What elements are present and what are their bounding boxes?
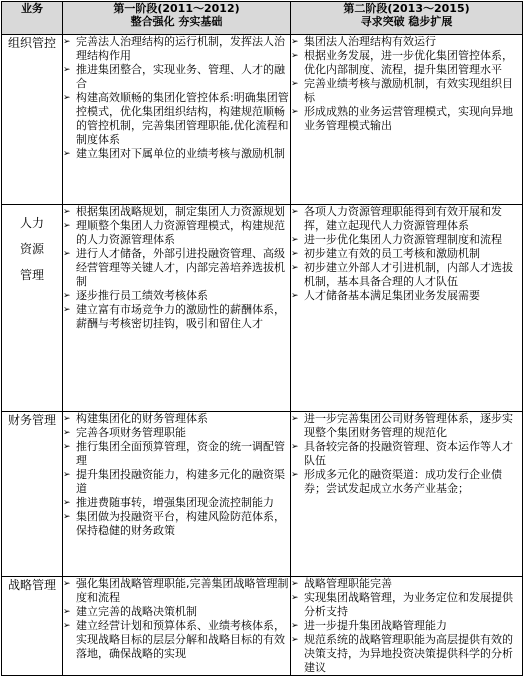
business-area-label: 财务管理 <box>7 413 56 427</box>
list-item <box>63 468 290 496</box>
list-item <box>63 247 290 289</box>
list-item-text: 理顺整个集团人力资源管理模式，构建规范的人力资源管理体系 <box>76 219 285 246</box>
list-item <box>63 289 290 303</box>
table-body <box>2 35 523 676</box>
list-item <box>291 247 522 261</box>
list-item <box>63 35 290 63</box>
list-item <box>291 261 522 289</box>
header-row <box>2 2 523 35</box>
arrow-bullet-icon: ➢ <box>63 428 71 438</box>
phase2-title: 第二阶段(2013～2015) <box>343 2 470 15</box>
list-item <box>63 303 290 331</box>
list-item-text: 进一步提升集团战略管理能力 <box>304 619 447 632</box>
list-item-text: 完善业绩考核与激励机制，有效实现组织目标 <box>304 77 513 104</box>
business-area-label: 战略管理 <box>7 578 56 592</box>
list-item <box>63 219 290 247</box>
list-item-text: 根据集团战略规划，制定集团人力资源规划 <box>76 205 285 218</box>
list-item-text: 建立经营计划和预算体系、业绩考核体系，实现战略目标的层层分解和战略目标的有效落地，确保战略的实现 <box>76 619 285 660</box>
arrow-bullet-icon: ➢ <box>63 291 71 301</box>
arrow-bullet-icon: ➢ <box>291 470 299 480</box>
list-item <box>63 440 290 468</box>
arrow-bullet-icon: ➢ <box>291 207 299 217</box>
list-item <box>291 468 522 496</box>
table-row <box>2 577 523 676</box>
phase2-cell <box>291 35 523 205</box>
arrow-bullet-icon: ➢ <box>63 607 71 617</box>
arrow-bullet-icon: ➢ <box>291 249 299 259</box>
header-business: 业务 <box>2 2 63 35</box>
arrow-bullet-icon: ➢ <box>291 414 299 424</box>
phase1-title: 第一阶段(2011～2012) <box>113 2 240 15</box>
list-item-text: 战略管理职能完善 <box>304 577 392 590</box>
phase2-subtitle: 寻求突破 稳步扩展 <box>360 15 453 28</box>
arrow-bullet-icon: ➢ <box>291 51 299 61</box>
list-item <box>291 440 522 468</box>
list-item-text: 规范系统的战略管理职能为高层提供有效的决策支持，为异地投资决策提供科学的分析建议 <box>304 633 513 674</box>
phase1-subtitle: 整合强化 夯实基础 <box>130 15 223 28</box>
business-area-label <box>2 215 62 283</box>
business-area-label-part: 资源 <box>19 242 44 256</box>
list-item <box>63 205 290 219</box>
list-item-text: 建立集团对下属单位的业绩考核与激励机制 <box>76 147 285 160</box>
list-item-text: 完善法人治理结构的运行机制，发挥法人治理结构作用 <box>76 35 285 62</box>
list-item <box>291 289 522 303</box>
list-item-text: 建立完善的战略决策机制 <box>76 605 197 618</box>
header-phase1 <box>63 2 291 35</box>
phase2-cell <box>291 412 523 577</box>
list-item <box>291 77 522 105</box>
list-item-text: 集团法人治理结构有效运行 <box>304 35 436 48</box>
business-area-cell <box>2 205 63 412</box>
arrow-bullet-icon: ➢ <box>63 442 71 452</box>
arrow-bullet-icon: ➢ <box>291 635 299 645</box>
list-item-text: 实现集团战略管理，为业务定位和发展提供分析支持 <box>304 591 513 618</box>
arrow-bullet-icon: ➢ <box>63 221 71 231</box>
arrow-bullet-icon: ➢ <box>63 305 71 315</box>
business-area-label: 组织管控 <box>7 36 56 50</box>
list-item <box>63 91 290 147</box>
arrow-bullet-icon: ➢ <box>63 93 71 103</box>
list-item-text: 人才储备基本满足集团业务发展需要 <box>304 289 480 302</box>
list-item <box>63 605 290 619</box>
list-item-text: 集团做为投融资平台，构建风险防范体系，保持稳健的财务政策 <box>76 510 285 537</box>
list-item-text: 构建集团化的财务管理体系 <box>76 412 208 425</box>
list-item-text: 形成成熟的业务运营管理模式，实现向异地业务管理模式输出 <box>304 105 513 132</box>
arrow-bullet-icon: ➢ <box>291 593 299 603</box>
list-item-text: 具备较完备的投融资管理、资本运作等人才队伍 <box>304 440 513 467</box>
list-item <box>291 619 522 633</box>
list-item <box>291 412 522 440</box>
list-item-text: 推行集团全面预算管理，资金的统一调配管理 <box>76 440 285 467</box>
arrow-bullet-icon: ➢ <box>63 470 71 480</box>
list-item <box>291 105 522 133</box>
phase2-cell <box>291 577 523 676</box>
list-item-text: 进行人才储备，外部引进投融资管理、高级经营管理等关键人才，内部完善培养选拔机制 <box>76 247 285 288</box>
arrow-bullet-icon: ➢ <box>63 37 71 47</box>
arrow-bullet-icon: ➢ <box>63 498 71 508</box>
arrow-bullet-icon: ➢ <box>291 621 299 631</box>
strategy-table <box>1 1 523 676</box>
business-area-label-part: 人力 <box>19 216 44 230</box>
list-item-text: 构建高效顺畅的集团化管控体系:明确集团管控模式，优化集团组织结构，构建规范顺畅的管控机制，完善集团管理职能,优化流程和制度体系 <box>76 91 289 146</box>
header-phase2 <box>291 2 523 35</box>
list-item-text: 初步建立有效的员工考核和激励机制 <box>304 247 480 260</box>
phase1-cell <box>63 35 291 205</box>
list-item-text: 完善各项财务管理职能 <box>76 426 186 439</box>
list-item-text: 进一步完善集团公司财务管理体系，逐步实现整个集团财务管理的规范化 <box>304 412 513 439</box>
list-item <box>291 577 522 591</box>
phase1-cell <box>63 577 291 676</box>
list-item <box>63 63 290 91</box>
list-item <box>291 591 522 619</box>
list-item <box>63 426 290 440</box>
arrow-bullet-icon: ➢ <box>63 65 71 75</box>
business-area-cell <box>2 35 63 205</box>
arrow-bullet-icon: ➢ <box>291 235 299 245</box>
list-item <box>291 633 522 675</box>
list-item-text: 初步建立外部人才引进机制，内部人才选拔机制，基本具备合理的人才队伍 <box>304 261 513 288</box>
table-row <box>2 205 523 412</box>
list-item <box>63 619 290 661</box>
list-item-text: 各项人力资源管理职能得到有效开展和发挥，建立起现代人力资源管理体系 <box>304 205 502 232</box>
list-item <box>63 510 290 538</box>
phase1-cell <box>63 205 291 412</box>
list-item <box>291 35 522 49</box>
arrow-bullet-icon: ➢ <box>291 79 299 89</box>
arrow-bullet-icon: ➢ <box>63 579 71 589</box>
arrow-bullet-icon: ➢ <box>63 512 71 522</box>
arrow-bullet-icon: ➢ <box>291 291 299 301</box>
arrow-bullet-icon: ➢ <box>63 621 71 631</box>
business-area-cell <box>2 412 63 577</box>
arrow-bullet-icon: ➢ <box>291 107 299 117</box>
list-item-text: 根据业务发展，进一步优化集团管控体系，优化内部制度、流程，提升集团管理水平 <box>304 49 513 76</box>
list-item <box>291 49 522 77</box>
table-row <box>2 35 523 205</box>
arrow-bullet-icon: ➢ <box>291 263 299 273</box>
phase2-cell <box>291 205 523 412</box>
list-item-text: 形成多元化的融资渠道：成功发行企业债券；尝试发起成立水务产业基金； <box>304 468 502 495</box>
list-item <box>291 205 522 233</box>
arrow-bullet-icon: ➢ <box>291 442 299 452</box>
table-header <box>2 2 523 35</box>
list-item <box>63 412 290 426</box>
arrow-bullet-icon: ➢ <box>63 249 71 259</box>
list-item-text: 逐步推行员工绩效考核体系 <box>76 289 208 302</box>
arrow-bullet-icon: ➢ <box>291 579 299 589</box>
list-item-text: 推进费随事转，增强集团现金流控制能力 <box>76 496 274 509</box>
arrow-bullet-icon: ➢ <box>63 207 71 217</box>
table-row <box>2 412 523 577</box>
phase1-cell <box>63 412 291 577</box>
list-item-text: 提升集团投融资能力，构建多元化的融资渠道 <box>76 468 285 495</box>
business-area-label-part: 管理 <box>19 268 44 282</box>
arrow-bullet-icon: ➢ <box>63 149 71 159</box>
business-area-cell <box>2 577 63 676</box>
list-item <box>63 496 290 510</box>
list-item <box>63 577 290 605</box>
list-item-text: 建立富有市场竞争力的激励性的薪酬体系，薪酬与考核密切挂钩，吸引和留住人才 <box>76 303 285 330</box>
list-item <box>63 147 290 161</box>
list-item <box>291 233 522 247</box>
list-item-text: 推进集团整合，实现业务、管理、人才的融合 <box>76 63 285 90</box>
list-item-text: 进一步优化集团人力资源管理制度和流程 <box>304 233 502 246</box>
list-item-text: 强化集团战略管理职能,完善集团战略管理制度和流程 <box>76 577 289 604</box>
arrow-bullet-icon: ➢ <box>63 414 71 424</box>
arrow-bullet-icon: ➢ <box>291 37 299 47</box>
